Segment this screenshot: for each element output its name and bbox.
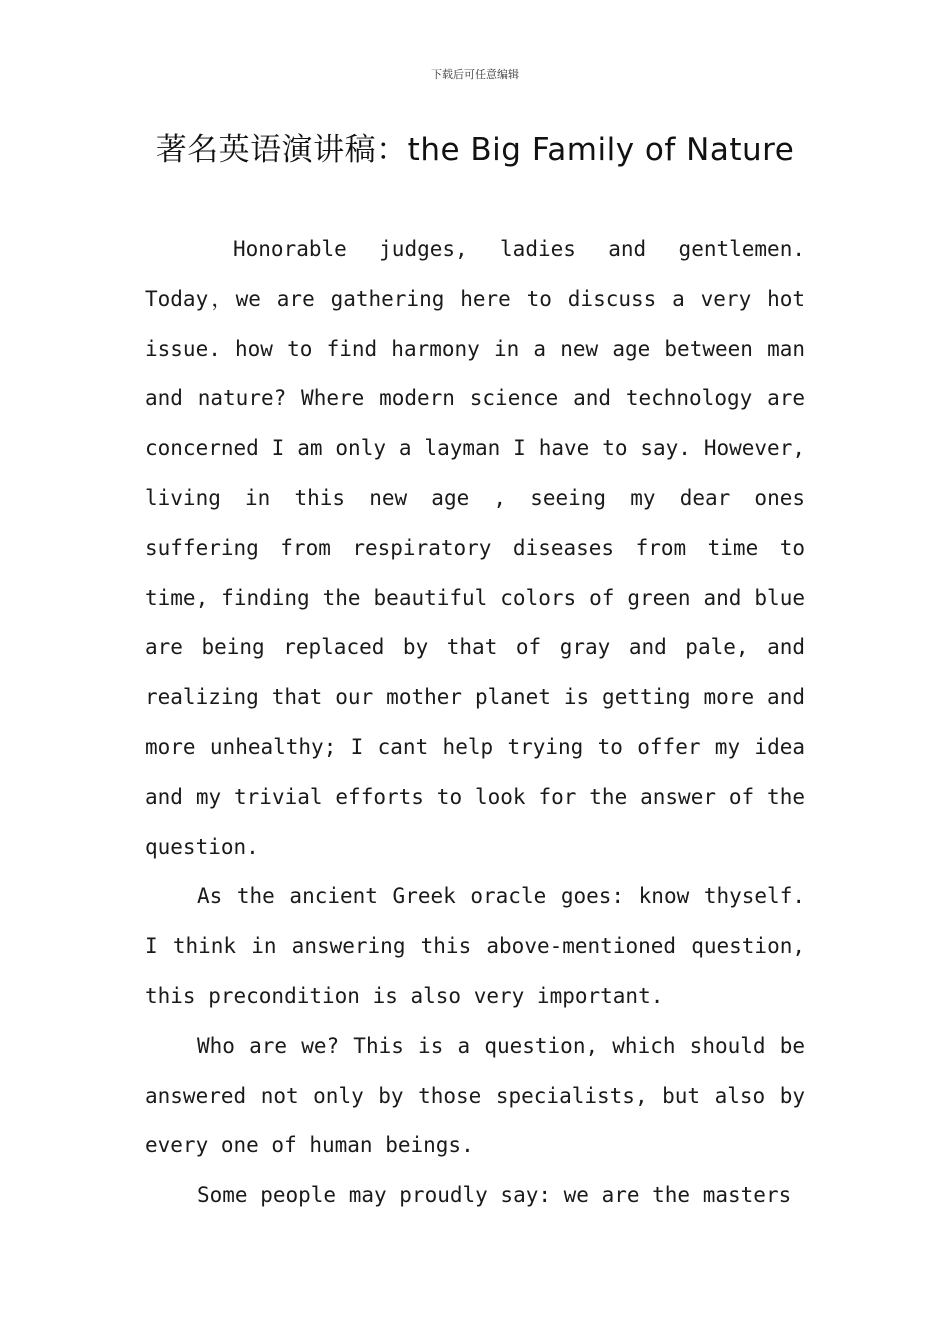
paragraph: Who are we? This is a question, which should be answered not only by those specialists, but also by every one of human beings.	[145, 1033, 805, 1158]
paragraph: As the ancient Greek oracle goes: know thyself. I think in answering this above-mentioned question, this precondition is also very important.	[145, 884, 805, 1008]
paragraph: Honorable judges, ladies and gentlemen. Today，we are gathering here to discuss a very hot issue. how to find harmony in a new age between man and nature? Where modern science and technology are concerned I am only a layman I have to say. However, living in this new age , seeing my dear ones suffering from respiratory diseases from time to time, finding the beautiful colors of green and blue are being replaced by that of gray and pale, and realizing that our mother planet is getting more and more unhealthy; I cant help trying to offer my idea and my trivial efforts to look for the answer of the question.	[145, 237, 805, 859]
header-note: 下载后可任意编辑	[431, 68, 519, 81]
paragraph: Some people may proudly say: we are the masters	[197, 1183, 792, 1208]
document-body	[145, 225, 805, 1221]
document-title: 著名英语演讲稿：the Big Family of Nature	[155, 132, 795, 168]
